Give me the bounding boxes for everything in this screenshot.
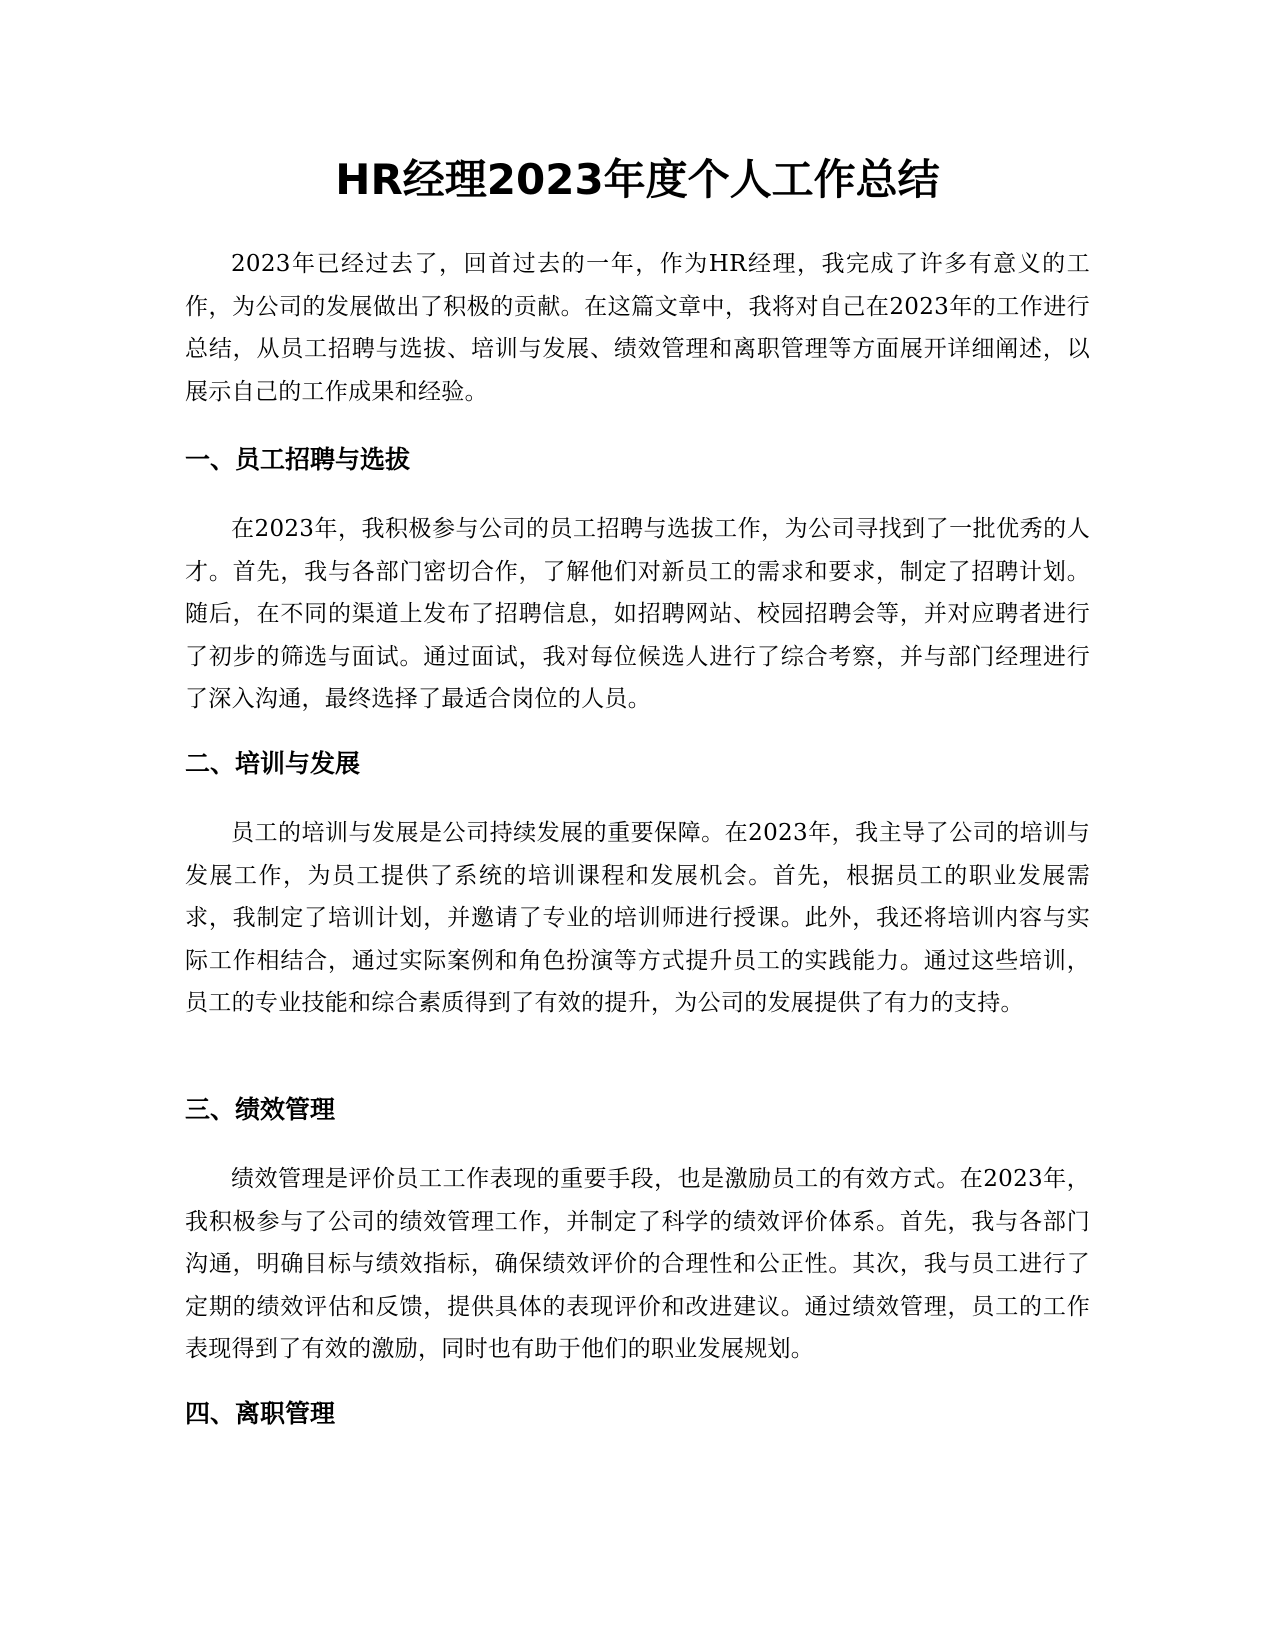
section-body-performance: 绩效管理是评价员工工作表现的重要手段，也是激励员工的有效方式。在2023年，我积极参与了公司的绩效管理工作，并制定了科学的绩效评价体系。首先，我与各部门沟通，明确目标与绩效指标，确保绩效评价的合理性和公正性。其次，我与员工进行了定期的绩效评估和反馈，提供具体的表现评价和改进建议。通过绩效管理，员工的工作表现得到了有效的激励，同时也有助于他们的职业发展规划。 <box>185 1166 1090 1362</box>
section-heading-performance: 三、绩效管理 <box>185 1095 336 1124</box>
section-heading-recruitment: 一、员工招聘与选拔 <box>185 445 411 474</box>
intro-paragraph: 2023年已经过去了，回首过去的一年，作为HR经理，我完成了许多有意义的工作，为公司的发展做出了积极的贡献。在这篇文章中，我将对自己在2023年的工作进行总结，从员工招聘与选拔、培训与发展、绩效管理和离职管理等方面展开详细阐述，以展示自己的工作成果和经验。 <box>185 251 1090 405</box>
section-body-recruitment: 在2023年，我积极参与公司的员工招聘与选拔工作，为公司寻找到了一批优秀的人才。首先，我与各部门密切合作，了解他们对新员工的需求和要求，制定了招聘计划。随后，在不同的渠道上发布了招聘信息，如招聘网站、校园招聘会等，并对应聘者进行了初步的筛选与面试。通过面试，我对每位候选人进行了综合考察，并与部门经理进行了深入沟通，最终选择了最适合岗位的人员。 <box>185 516 1090 712</box>
section-body-training: 员工的培训与发展是公司持续发展的重要保障。在2023年，我主导了公司的培训与发展工作，为员工提供了系统的培训课程和发展机会。首先，根据员工的职业发展需求，我制定了培训计划，并邀请了专业的培训师进行授课。此外，我还将培训内容与实际工作相结合，通过实际案例和角色扮演等方式提升员工的实践能力。通过这些培训，员工的专业技能和综合素质得到了有效的提升，为公司的发展提供了有力的支持。 <box>185 820 1090 1016</box>
section-heading-training: 二、培训与发展 <box>185 749 361 778</box>
document-title: HR经理2023年度个人工作总结 <box>335 155 940 204</box>
section-heading-resignation: 四、离职管理 <box>185 1399 336 1428</box>
